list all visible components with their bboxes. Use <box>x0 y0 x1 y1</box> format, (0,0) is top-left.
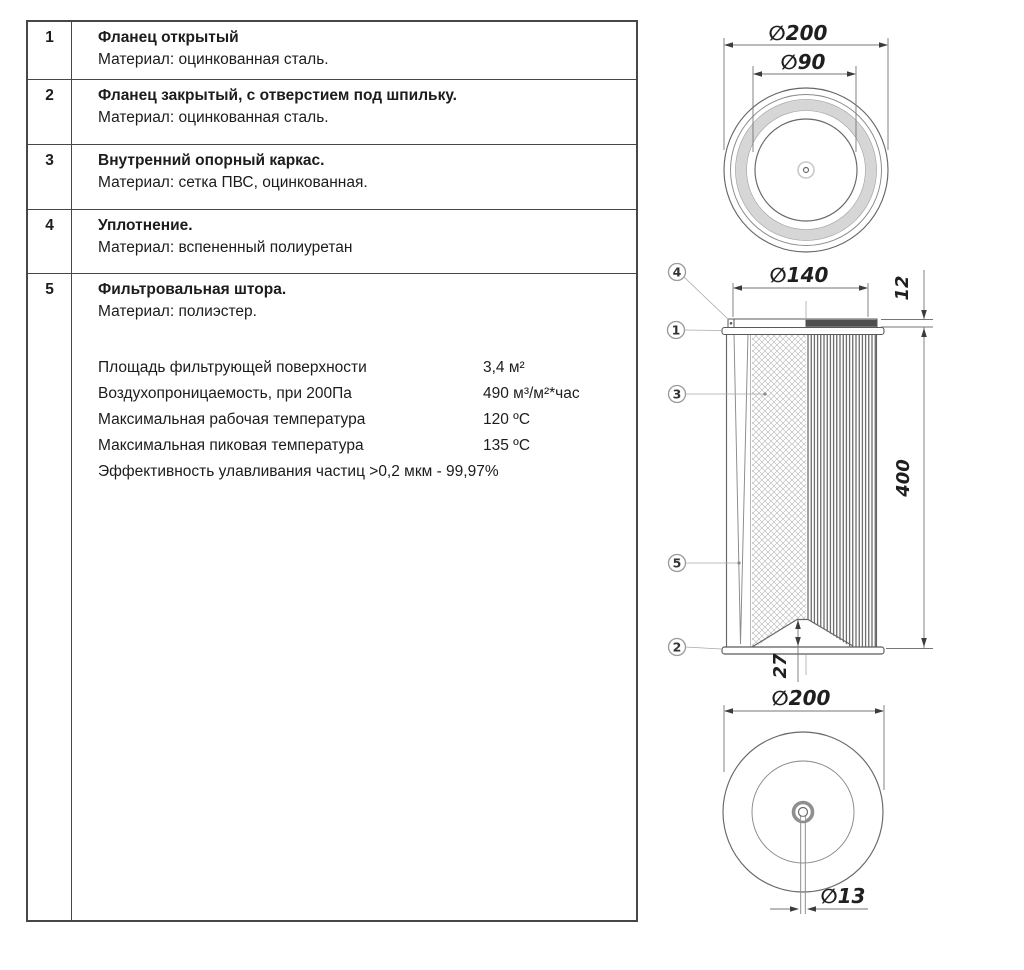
dim-label-stud-hole: ∅13 <box>820 884 866 908</box>
opening-circle <box>755 119 857 221</box>
spec-value: 490 м³/м²*час <box>483 385 580 402</box>
center-point <box>804 168 809 173</box>
mesh-area <box>752 334 806 648</box>
dim-side-diameter <box>733 263 868 317</box>
arrowhead <box>859 285 868 291</box>
part-material: Материал: оцинкованная сталь. <box>98 109 329 126</box>
spec-value: 135 ºС <box>483 437 531 454</box>
bottom-view-drawing <box>723 686 884 914</box>
stud-point <box>730 322 733 325</box>
callout-number: 5 <box>672 555 682 571</box>
part-title: Уплотнение. <box>98 217 193 234</box>
arrowhead <box>753 71 762 77</box>
spec-label: Максимальная пиковая температура <box>98 437 364 454</box>
spec-label: Площадь фильтрующей поверхности <box>98 359 367 376</box>
curtain-fold-line <box>734 334 741 644</box>
arrowhead <box>921 328 927 337</box>
flange-outer-circle <box>724 88 888 252</box>
part-title: Фланец открытый <box>98 29 239 46</box>
arrowhead <box>875 708 884 714</box>
callout-1 <box>668 322 722 339</box>
row-number: 4 <box>28 210 72 273</box>
dim-label-top-inner: ∅90 <box>780 50 826 74</box>
gasket-ring-inner-edge <box>747 111 866 230</box>
curtain-fold-line <box>741 334 749 644</box>
top-view-drawing <box>724 21 888 252</box>
part-material: Материал: полиэстер. <box>98 303 257 320</box>
callout-2 <box>669 639 722 656</box>
dim-total-height <box>886 327 933 649</box>
leader-line <box>684 277 729 320</box>
hub-hole <box>799 808 808 817</box>
part-title: Фланец закрытый, с отверстием под шпильку. <box>98 87 457 104</box>
part-material: Материал: вспененный полиуретан <box>98 239 353 256</box>
bottom-plate <box>722 647 884 654</box>
arrowhead <box>921 638 927 647</box>
arrowhead <box>807 906 816 912</box>
pleated-media-area <box>806 334 877 649</box>
dim-label-top-outer: ∅200 <box>768 21 828 45</box>
spec-value: 3,4 м² <box>483 359 525 376</box>
part-material: Материал: оцинкованная сталь. <box>98 51 329 68</box>
part-title: Внутренний опорный каркас. <box>98 152 325 169</box>
row-number: 5 <box>28 274 72 920</box>
callout-number: 2 <box>672 639 682 655</box>
arrowhead <box>847 71 856 77</box>
callout-number: 1 <box>671 322 681 338</box>
arrowhead <box>790 906 799 912</box>
leader-line <box>685 330 722 331</box>
top-flange-dark-half <box>806 320 877 327</box>
side-view-drawing <box>668 263 934 682</box>
callout-5 <box>669 555 741 572</box>
gasket-lip <box>722 328 884 335</box>
spec-label: Воздухопроницаемость, при 200Па <box>98 385 352 402</box>
arrowhead <box>724 42 733 48</box>
dim-label-side-diameter: ∅140 <box>769 263 829 287</box>
leader-line <box>686 647 722 649</box>
plate-inner-circle <box>752 761 854 863</box>
arrowhead <box>724 708 733 714</box>
row-number: 3 <box>28 145 72 209</box>
dim-label-notch-height: 27 <box>770 653 791 679</box>
dim-bottom-outer-diameter <box>724 686 884 790</box>
arrowhead <box>921 310 927 319</box>
row-number: 2 <box>28 80 72 144</box>
leader-dot <box>763 392 766 395</box>
hub-nub <box>800 817 805 822</box>
dim-flange-height <box>881 270 933 327</box>
center-hub-circle <box>798 162 814 178</box>
spec-label: Максимальная рабочая температура <box>98 411 366 428</box>
spec-value: 120 ºС <box>483 411 531 428</box>
part-material: Материал: сетка ПВС, оцинкованная. <box>98 174 368 191</box>
row-number: 1 <box>28 22 72 79</box>
callout-4 <box>669 264 730 321</box>
dim-label-bottom-outer: ∅200 <box>771 686 831 710</box>
leader-dot <box>737 561 740 564</box>
callout-number: 4 <box>672 264 682 280</box>
plate-outer-circle <box>723 732 883 892</box>
gasket-ring <box>741 105 871 235</box>
dim-stud-hole-diameter <box>770 884 868 912</box>
callout-number: 3 <box>672 386 682 402</box>
efficiency-note: Эффективность улавливания частиц >0,2 мкм - 99,97% <box>98 463 499 480</box>
dim-label-total-height: 400 <box>893 459 914 497</box>
part-title: Фильтровальная штора. <box>98 281 287 298</box>
callout-3 <box>669 386 767 403</box>
dim-label-flange-height: 12 <box>892 275 913 301</box>
arrowhead <box>733 285 742 291</box>
arrowhead <box>879 42 888 48</box>
